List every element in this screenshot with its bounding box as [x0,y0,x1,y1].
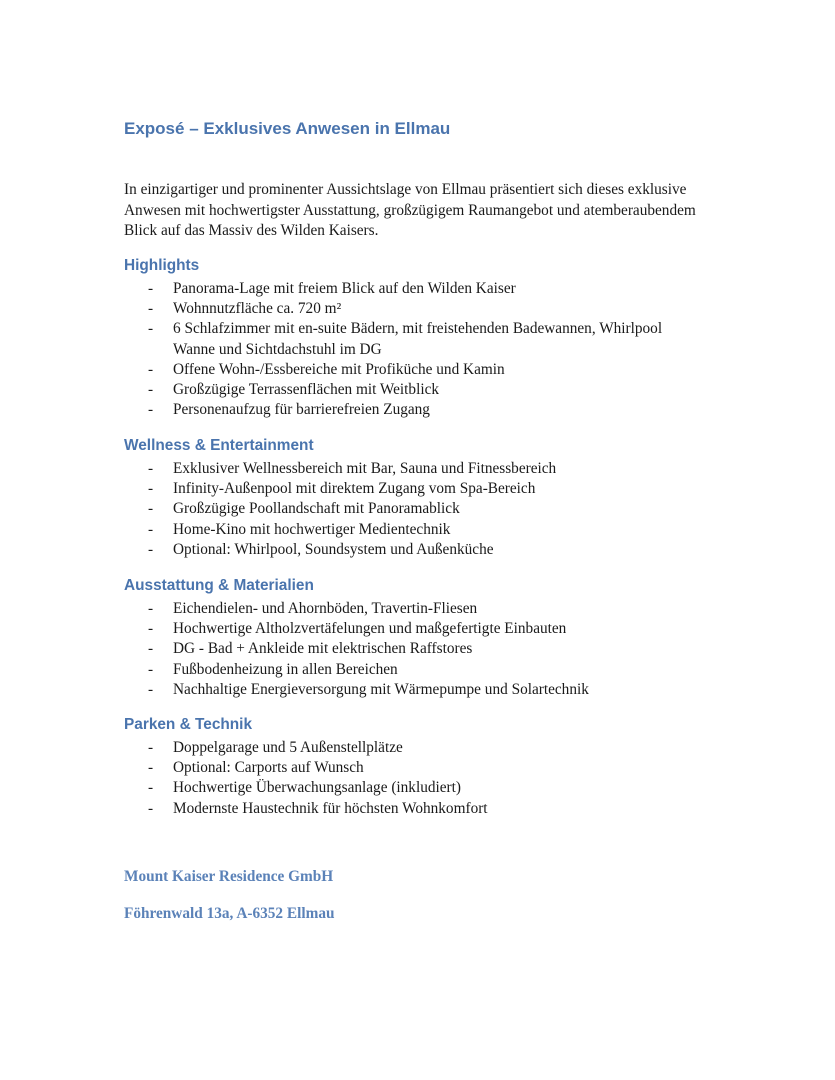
bullet-dash: - [148,320,154,338]
section-heading: Wellness & Entertainment [124,437,314,454]
list-item-text: Optional: Whirlpool, Soundsystem und Außenküche [173,540,494,558]
list-item [124,459,693,479]
list-item-text: Personenaufzug für barrierefreien Zugang [173,401,430,419]
bullet-dash: - [148,600,154,617]
bullet-dash: - [148,620,154,638]
list-item [124,619,693,639]
bullet-dash: - [148,300,154,318]
list-item-text: Nachhaltige Energieversorgung mit Wärmepumpe und Solartechnik [173,680,589,698]
list-item-text: Hochwertige Überwachungsanlage (inkludiert) [173,779,461,797]
bullet-dash: - [148,640,154,658]
bullet-dash: - [148,360,154,378]
list-item [124,540,693,560]
list-item [124,680,693,700]
list-item-text: DG - Bad + Ankleide mit elektrischen Raffstores [173,640,473,658]
list-item [124,400,693,420]
bullet-dash: - [148,480,154,498]
list-item-text: Großzügige Poollandschaft mit Panoramablick [173,500,460,518]
list-item-text: Panorama-Lage mit freiem Blick auf den Wilden Kaiser [173,280,516,297]
section-heading: Parken & Technik [124,716,253,733]
bullet-dash: - [148,739,154,756]
bullet-list [124,599,744,700]
bullet-dash: - [148,401,154,419]
list-item [124,380,693,400]
list-item [124,799,693,819]
list-item [124,360,693,380]
page-title: Exposé – Exklusives Anwesen in Ellmau [124,119,451,138]
list-item [124,758,693,778]
bullet-dash: - [148,680,154,698]
list-item [124,639,693,659]
list-item-text: Doppelgarage und 5 Außenstellplätze [173,739,403,756]
section-parken [124,715,744,819]
list-item-text: Eichendielen- und Ahornböden, Travertin-Fliesen [173,600,478,617]
list-item-text: Home-Kino mit hochwertiger Medientechnik [173,520,451,538]
section-ausstattung [124,576,744,700]
section-heading: Highlights [124,257,200,274]
list-item [124,778,693,798]
bullet-list [124,279,744,420]
section-wellness [124,436,744,560]
bullet-dash: - [148,381,154,399]
list-item-text: Hochwertige Altholzvertäfelungen und maßgefertigte Einbauten [173,620,567,638]
list-item [124,499,693,519]
list-item-text: Fußbodenheizung in allen Bereichen [173,660,398,678]
bullet-dash: - [148,280,154,297]
list-item [124,660,693,680]
list-item-text: Großzügige Terrassenflächen mit Weitblick [173,381,440,399]
bullet-dash: - [148,460,154,477]
list-item [124,599,693,619]
list-item [124,279,693,299]
list-item-text: Modernste Haustechnik für höchsten Wohnkomfort [173,799,488,817]
intro-paragraph: In einzigartiger und prominenter Aussichtslage von Ellmau präsentiert sich dieses exklusive Anwesen mit hochwertigster Ausstattung, großzügigem Raumangebot und atemberaubendem Blick auf das Massiv des Wilden Kaisers. [124,181,696,239]
list-item [124,738,693,758]
bullet-dash: - [148,500,154,518]
list-item-text: 6 Schlafzimmer mit en-suite Bädern, mit freistehenden Badewannen, Whirlpool Wanne und Sichtdachstuhl im DG [173,320,663,358]
section-heading: Ausstattung & Materialien [124,577,314,594]
list-item-text: Optional: Carports auf Wunsch [173,759,364,777]
list-item [124,319,693,359]
list-item [124,520,693,540]
list-item [124,479,693,499]
company-address: Föhrenwald 13a, A-6352 Ellmau [124,905,335,922]
bullet-dash: - [148,799,154,817]
bullet-list [124,459,744,560]
list-item-text: Wohnnutzfläche ca. 720 m² [173,300,342,318]
list-item [124,299,693,319]
bullet-list [124,738,744,819]
bullet-dash: - [148,779,154,797]
section-highlights [124,256,744,420]
bullet-dash: - [148,660,154,678]
bullet-dash: - [148,759,154,777]
list-item-text: Offene Wohn-/Essbereiche mit Profiküche und Kamin [173,360,505,378]
company-name: Mount Kaiser Residence GmbH [124,868,334,885]
list-item-text: Exklusiver Wellnessbereich mit Bar, Sauna und Fitnessbereich [173,460,557,477]
bullet-dash: - [148,520,154,538]
bullet-dash: - [148,540,154,558]
list-item-text: Infinity-Außenpool mit direktem Zugang vom Spa-Bereich [173,480,536,498]
